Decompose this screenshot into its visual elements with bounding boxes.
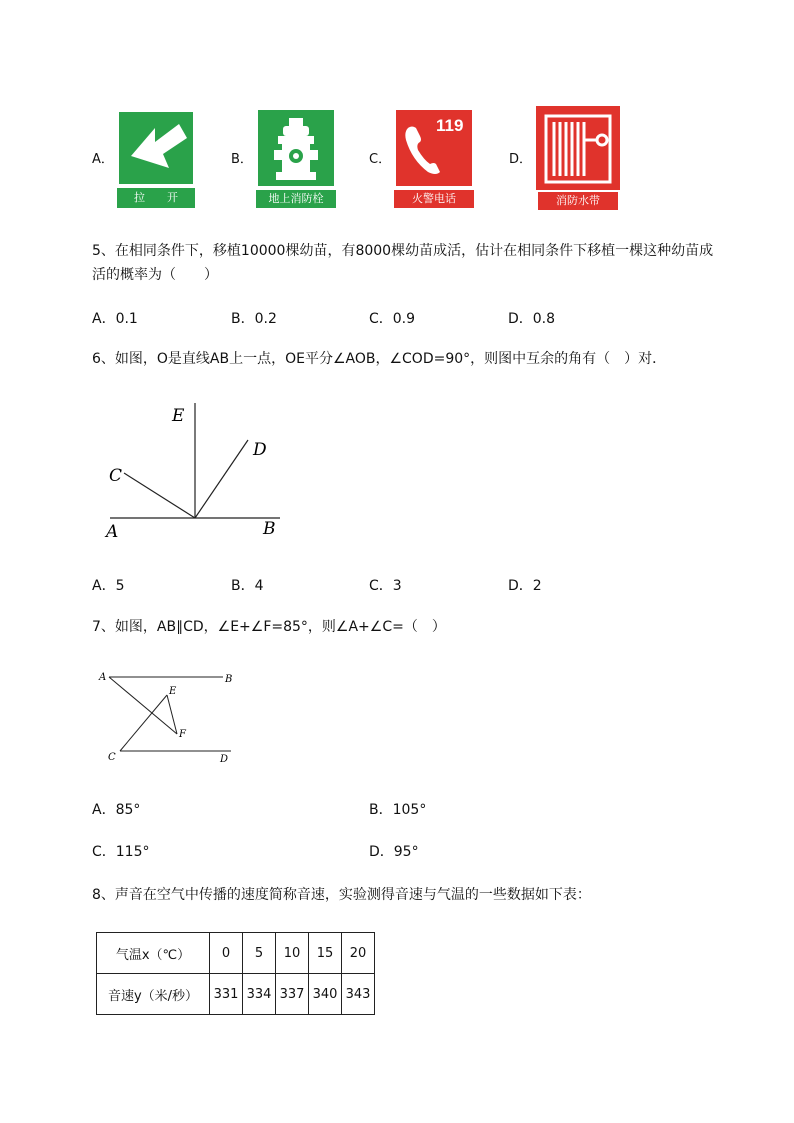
q4-option-b-sign [256, 110, 336, 210]
q7-figure [95, 665, 245, 770]
q7-label-f: F [179, 729, 186, 740]
table-cell: 334 [243, 974, 276, 1015]
q6-question: 6、如图，O是直线AB上一点，OE平分∠AOB，∠COD=90°，则图中互余的角有（ ）对． [92, 351, 667, 367]
q7-option-a: A．85° [92, 802, 141, 818]
q7-option-d: D．95° [369, 844, 419, 860]
q5-option-a: A．0.1 [92, 311, 138, 327]
q4-option-a-sign [117, 110, 195, 210]
table-cell: 343 [342, 974, 375, 1015]
q7-label-d: D [220, 754, 229, 765]
q6-figure [100, 395, 300, 545]
table-cell: 337 [276, 974, 309, 1015]
table-row [97, 933, 375, 974]
q4-option-b-letter: B． [231, 152, 253, 167]
q7-option-c: C．115° [92, 844, 150, 860]
q4-option-c-sign [394, 110, 474, 210]
table-cell: 15 [309, 933, 342, 974]
q8-question: 8、声音在空气中传播的速度简称音速，实验测得音速与气温的一些数据如下表： [92, 887, 591, 903]
q4-option-d-label: 消防水带 [556, 194, 600, 207]
q5-question-line2: 活的概率为（ ） [92, 267, 218, 283]
q7-option-b: B．105° [369, 802, 427, 818]
q4-option-c-letter: C． [369, 152, 392, 167]
q4-option-d-letter: D． [509, 152, 533, 167]
q6-option-d: D．2 [508, 578, 542, 594]
q7-question: 7、如图，AB∥CD，∠E+∠F=85°，则∠A+∠C=（ ） [92, 619, 446, 635]
q7-label-c: C [108, 752, 116, 763]
table-header-speed: 音速y（米/秒） [97, 974, 210, 1015]
q4-option-b-label: 地上消防栓 [268, 192, 324, 205]
table-header-temperature: 气温x（℃） [97, 933, 210, 974]
table-cell: 331 [210, 974, 243, 1015]
q4-option-c-number: 119 [436, 116, 464, 135]
q4-option-a-letter: A． [92, 152, 114, 167]
table-cell: 20 [342, 933, 375, 974]
q6-label-e: E [172, 406, 185, 426]
q5-option-d: D．0.8 [508, 311, 556, 327]
q5-question-line1: 5、在相同条件下，移植10000棵幼苗，有8000棵幼苗成活，估计在相同条件下移植一棵这种幼苗成 [92, 243, 714, 259]
q7-label-a: A [99, 672, 107, 683]
q5-option-c: C．0.9 [369, 311, 416, 327]
q4-option-d-sign [536, 106, 620, 212]
table-cell: 5 [243, 933, 276, 974]
q6-option-c: C．3 [369, 578, 402, 594]
q8-data-table [96, 932, 375, 1015]
q6-option-b: B．4 [231, 578, 264, 594]
table-cell: 0 [210, 933, 243, 974]
q4-option-c-label: 火警电话 [412, 192, 456, 205]
q6-label-c: C [109, 466, 123, 486]
q6-label-a: A [106, 522, 119, 542]
q6-option-a: A．5 [92, 578, 125, 594]
q5-option-b: B．0.2 [231, 311, 277, 327]
table-cell: 340 [309, 974, 342, 1015]
q7-label-b: B [225, 674, 233, 685]
q6-label-b: B [263, 519, 276, 539]
q4-option-a-label: 拉 开 [134, 191, 178, 204]
q6-label-d: D [253, 440, 267, 460]
table-cell: 10 [276, 933, 309, 974]
table-row [97, 974, 375, 1015]
q7-label-e: E [169, 686, 177, 697]
